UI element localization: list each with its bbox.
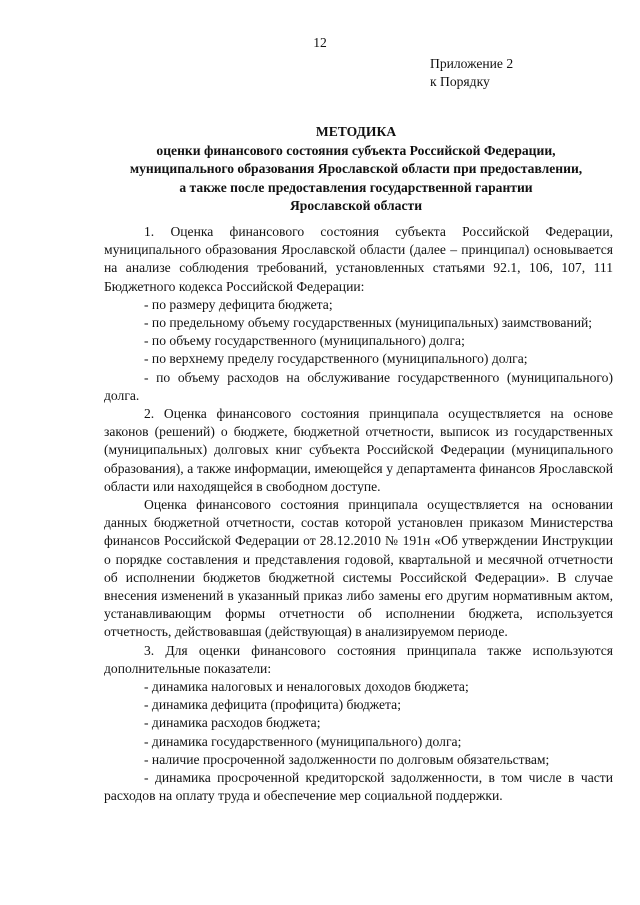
document-body: [104, 223, 613, 806]
list-item: - динамика налоговых и неналоговых доходов бюджета;: [144, 679, 469, 695]
list-item: - по предельному объему государственных (муниципальных) заимствований;: [144, 315, 593, 331]
paragraph-3: Оценка финансового состояния принципала осуществляется на основании данных бюджетной отчетности, состав которой установлен приказом Министерства финансов Российской Федерации от 28.12.2010 № 191н «Об утверждении Инструкции о порядке составления и представления годовой, квартальной и месячной отчетности об исполнении бюджетов бюджетной системы Российской Федерации». В случае внесения изменений в указанный приказ либо замены его другим нормативным актом, устанавливающим формы отчетности об исполнении бюджета, используется отчетность, действовавшая (действующая) в анализируемом периоде.: [104, 497, 613, 640]
appendix-line-1: Приложение 2: [430, 56, 514, 71]
paragraph-4: 3. Для оценки финансового состояния принципала также используются дополнительные показатели:: [104, 642, 613, 676]
title-line-3: муниципального образования Ярославской области при предоставлении,: [129, 161, 583, 177]
list-item: - динамика дефицита (профицита) бюджета;: [144, 697, 401, 713]
list-item: - по верхнему пределу государственного (муниципального) долга;: [144, 351, 528, 367]
list-item: - динамика просроченной кредиторской задолженности, в том числе в части расходов на оплату труда и обеспечение мер социальной поддержки.: [104, 770, 613, 804]
title-line-5: Ярославской области: [289, 198, 423, 214]
paragraph-2: 2. Оценка финансового состояния принципала осуществляется на основе законов (решений) о бюджете, бюджетной отчетности, выписок из государственных (муниципальных) долговых книг субъекта Российской Федерации (муниципального образования), а также информации, имеющейся у департамента финансов Ярославской области или находящейся в свободном доступе.: [104, 406, 613, 494]
paragraph-1: 1. Оценка финансового состояния субъекта Российской Федерации, муниципального образования Ярославской области (далее – принципал) основывается на анализе соблюдения требований, установленных статьями 92.1, 106, 107, 111 Бюджетного кодекса Российской Федерации:: [104, 224, 613, 294]
page-number: 12: [313, 35, 327, 50]
document-title: [96, 123, 616, 216]
list-item: - по объему расходов на обслуживание государственного (муниципального) долга.: [104, 369, 613, 403]
list-item: - по объему государственного (муниципального) долга;: [144, 333, 465, 349]
title-line-4: а также после предоставления государственной гарантии: [179, 179, 533, 195]
title-line-1: МЕТОДИКА: [315, 124, 397, 139]
list-item: - динамика государственного (муниципального) долга;: [144, 733, 462, 749]
appendix-reference: [430, 55, 513, 91]
list-item: - по размеру дефицита бюджета;: [144, 296, 333, 312]
list-item: - наличие просроченной задолженности по долговым обязательствам;: [144, 751, 550, 767]
list-item: - динамика расходов бюджета;: [144, 715, 321, 731]
title-line-2: оценки финансового состояния субъекта Российской Федерации,: [156, 142, 556, 158]
appendix-line-2: к Порядку: [430, 74, 490, 89]
